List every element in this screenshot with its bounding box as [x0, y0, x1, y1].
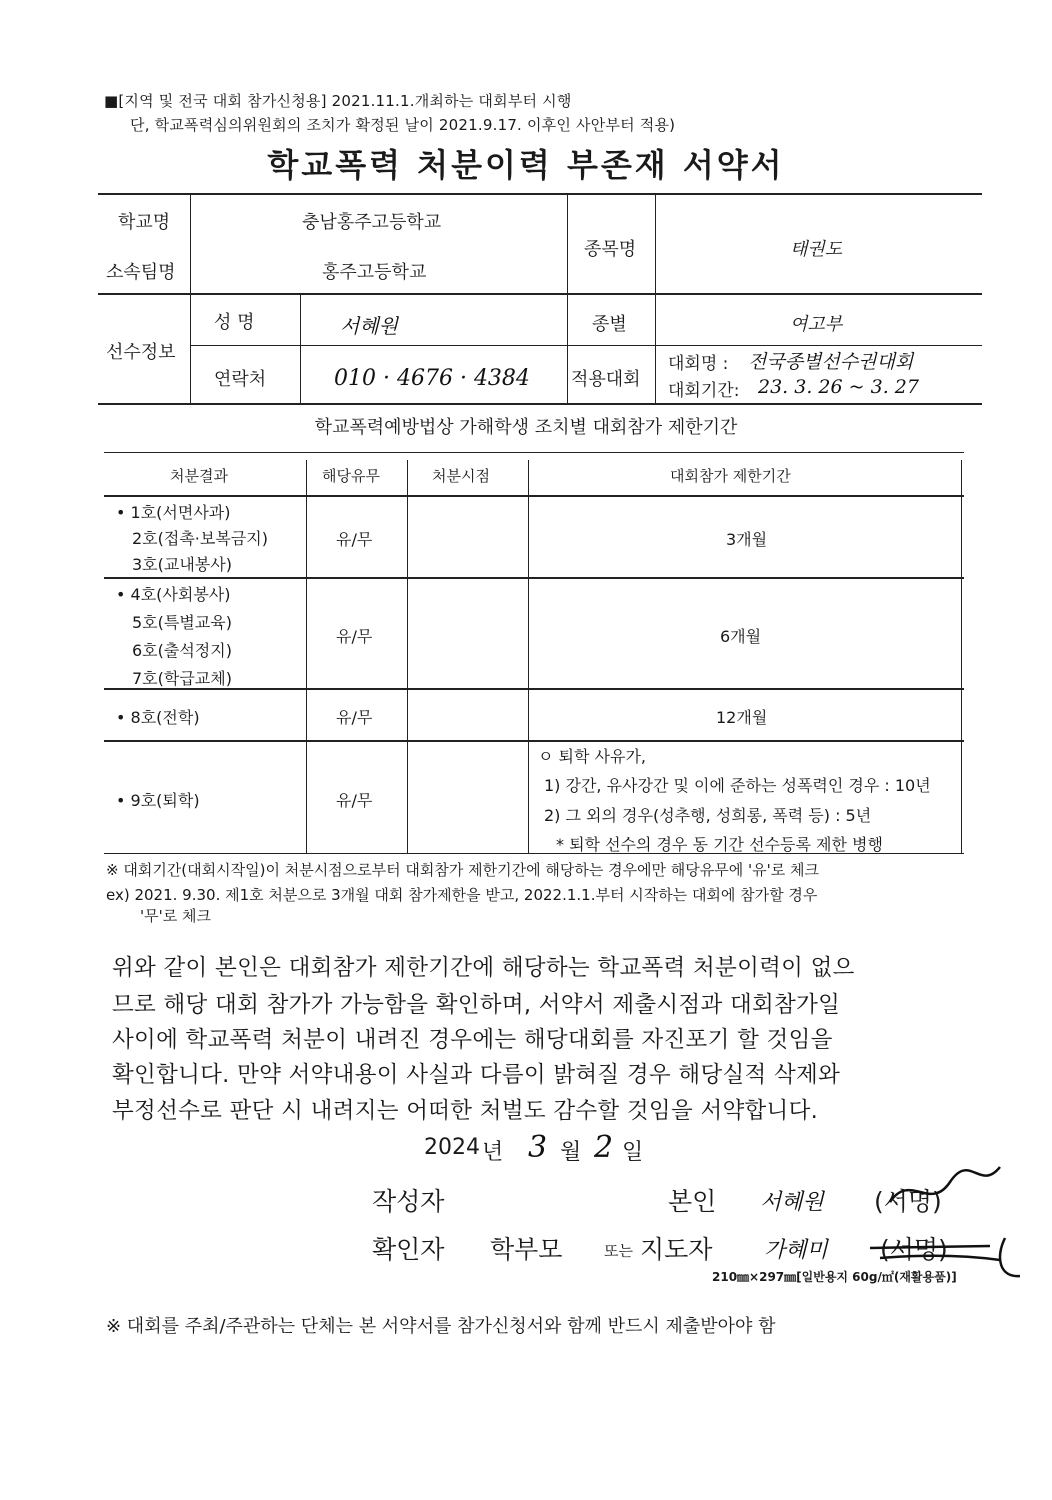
header-applicable: 해당유무 — [322, 467, 380, 485]
signature-scribble-self — [880, 1162, 1010, 1222]
coach-name-handwritten: 가혜미 — [764, 1238, 828, 1263]
row3-item1: • 8호(전학) — [116, 708, 200, 727]
comp-period-value-handwritten: 23. 3. 26 ~ 3. 27 — [758, 376, 919, 398]
self-label: 본인 — [668, 1187, 717, 1216]
category-value: 여고부 — [790, 314, 843, 335]
note-1: ※ 대회기간(대회시작일)이 처분시점으로부터 대회참가 제한기간에 해당하는 경우에만 해당유무에 '유'로 체크 — [106, 861, 819, 879]
header-line-2: 단, 학교폭력심의위원회의 조치가 확정된 날이 2021.9.17. 이후인 사안부터 적용) — [130, 116, 676, 134]
school-label: 학교명 — [118, 212, 171, 233]
note-3: '무'로 체크 — [140, 907, 211, 925]
row2-check: 유/무 — [336, 627, 373, 646]
player-label: 선수정보 — [106, 342, 176, 363]
team-label: 소속팀명 — [106, 262, 176, 283]
comp-name-label: 대회명 : — [668, 354, 729, 374]
confirmer-label: 확인자 — [372, 1235, 445, 1264]
row4-period-line3: 2) 그 외의 경우(성추행, 성희롱, 폭력 등) : 5년 — [544, 806, 872, 825]
row1-item3: 3호(교내봉사) — [132, 555, 232, 574]
row4-check: 유/무 — [336, 791, 373, 810]
row4-period-line4: * 퇴학 선수의 경우 동 기간 선수등록 제한 병행 — [556, 835, 883, 854]
header-period: 대회참가 제한기간 — [670, 467, 791, 485]
coach-label: 지도자 — [640, 1235, 713, 1264]
note-2: ex) 2021. 9.30. 제1호 처분으로 3개월 대회 참가제한을 받고, 2022.1.1.부터 시작하는 대회에 참가할 경우 — [106, 886, 818, 904]
row4-item1: • 9호(퇴학) — [116, 791, 200, 810]
pledge-line-2: 므로 해당 대회 참가가 가능함을 확인하며, 서약서 제출시점과 대회참가일 — [112, 992, 841, 1018]
sign-label-self: (서명) — [874, 1187, 942, 1216]
date-day-handwritten: 2 — [594, 1130, 614, 1165]
name-value-handwritten: 서혜원 — [340, 314, 398, 338]
row3-check: 유/무 — [336, 708, 373, 727]
comp-period-label: 대회기간: — [668, 381, 740, 401]
date-year-unit: 년 — [482, 1140, 504, 1165]
category-label: 종별 — [592, 314, 627, 335]
comp-name-value-handwritten: 전국종별선수권대회 — [748, 351, 914, 373]
date-day-unit: 일 — [622, 1140, 644, 1165]
document-title: 학교폭력 처분이력 부존재 서약서 — [267, 146, 785, 184]
contact-label: 연락처 — [214, 369, 267, 390]
event-value: 태권도 — [790, 239, 843, 260]
row1-item2: 2호(접촉·보복금지) — [132, 529, 268, 548]
row2-item2: 5호(특별교육) — [132, 613, 232, 632]
restriction-title: 학교폭력예방법상 가해학생 조치별 대회참가 제한기간 — [314, 417, 738, 438]
header-timing: 처분시점 — [432, 467, 490, 485]
row4-period-line1: ㅇ 퇴학 사유가, — [538, 747, 646, 766]
row1-check: 유/무 — [336, 530, 373, 549]
row2-period: 6개월 — [720, 627, 762, 646]
row2-item4: 7호(학급교체) — [132, 669, 232, 688]
self-name-handwritten: 서혜원 — [760, 1190, 824, 1215]
header-line-1: ■[지역 및 전국 대회 참가신청용] 2021.11.1.개최하는 대회부터 시행 — [104, 92, 572, 110]
header-result: 처분결과 — [170, 467, 228, 485]
or-label: 또는 — [604, 1242, 633, 1260]
school-value: 충남홍주고등학교 — [302, 212, 442, 233]
pledge-line-3: 사이에 학교폭력 처분이 내려진 경우에는 해당대회를 자진포기 할 것임을 — [112, 1027, 833, 1053]
row4-period-line2: 1) 강간, 유사강간 및 이에 준하는 성폭력인 경우 : 10년 — [544, 776, 931, 795]
row3-period: 12개월 — [716, 708, 768, 727]
contact-value-handwritten: 010 · 4676 · 4384 — [334, 366, 530, 391]
pledge-line-4: 확인합니다. 만약 서약내용이 사실과 다름이 밝혀질 경우 해당실적 삭제와 — [112, 1062, 841, 1088]
pledge-line-5: 부정선수로 판단 시 내려지는 어떠한 처벌도 감수할 것임을 서약합니다. — [112, 1098, 819, 1124]
date-month-handwritten: 3 — [528, 1130, 548, 1165]
row1-item1: • 1호(서면사과) — [116, 503, 231, 522]
sign-label-coach: (서명) — [880, 1235, 948, 1264]
pledge-line-1: 위와 같이 본인은 대회참가 제한기간에 해당하는 학교폭력 처분이력이 없으 — [112, 955, 855, 981]
name-label: 성 명 — [214, 312, 255, 333]
writer-label: 작성자 — [372, 1187, 445, 1216]
date-month-unit: 월 — [560, 1140, 582, 1165]
date-year: 2024 — [424, 1135, 480, 1160]
paper-spec: 210㎜×297㎜[일반용지 60g/㎡(재활용품)] — [712, 1270, 957, 1284]
parent-label: 학부모 — [490, 1235, 563, 1264]
competition-label: 적용대회 — [571, 369, 641, 390]
row2-item1: • 4호(사회봉사) — [116, 585, 231, 604]
row2-item3: 6호(출석정지) — [132, 641, 232, 660]
row1-period: 3개월 — [726, 530, 768, 549]
footer-note: ※ 대회를 주최/주관하는 단체는 본 서약서를 참가신청서와 함께 반드시 제출받아야 함 — [106, 1316, 776, 1337]
team-value: 홍주고등학교 — [322, 262, 427, 283]
event-label: 종목명 — [584, 239, 637, 260]
